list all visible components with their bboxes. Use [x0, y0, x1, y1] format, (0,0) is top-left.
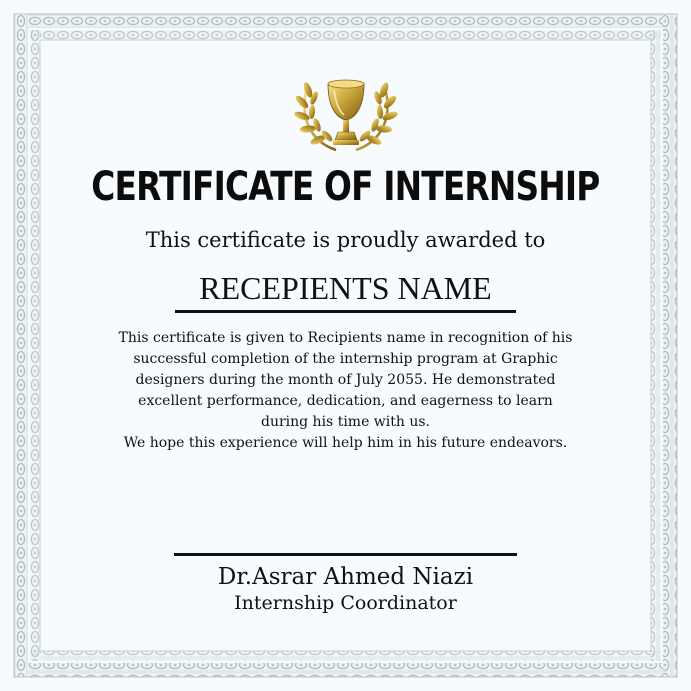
- awarded-line: This certificate is proudly awarded to: [145, 228, 546, 252]
- signer-role: Internship Coordinator: [234, 592, 457, 614]
- body-line: excellent performance, dedication, and eagerness to learn: [138, 393, 553, 409]
- certificate-title: CERTIFICATE OF INTERNSHIP: [91, 164, 600, 210]
- recipient-name: RECEPIENTS NAME: [199, 270, 492, 306]
- certificate-body: [70, 328, 621, 454]
- body-line: successful completion of the internship program at Graphic: [133, 351, 558, 367]
- trophy-laurel-icon: [290, 62, 402, 154]
- recipient-underline: [175, 310, 516, 313]
- body-line: This certificate is given to Recipients name in recognition of his: [118, 330, 573, 346]
- body-line: designers during the month of July 2055. He demonstrated: [135, 372, 556, 388]
- body-line: We hope this experience will help him in his future endeavors.: [123, 435, 568, 451]
- signer-name: Dr.Asrar Ahmed Niazi: [217, 564, 474, 590]
- body-line: during his time with us.: [260, 414, 431, 430]
- signature-line: [174, 553, 517, 556]
